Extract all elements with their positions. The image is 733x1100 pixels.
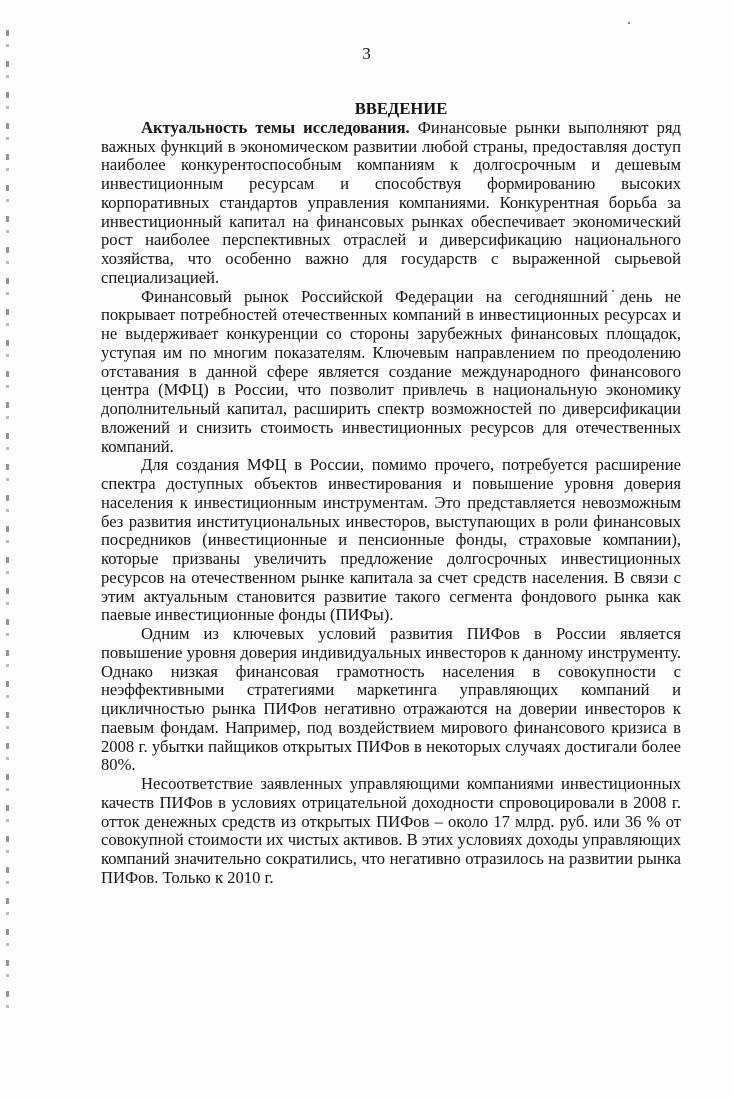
- page-number: 3: [362, 44, 371, 63]
- section-heading: ВВЕДЕНИЕ: [354, 99, 448, 118]
- document-body: [101, 100, 681, 888]
- scan-speck: [628, 22, 630, 24]
- paragraph-5: Несоответствие заявленных управляющими компаниями инвестиционных качеств ПИФов в условиях отрицательной доходности спровоцировали в 2008 г. отток денежных средств из открытых ПИФов – около 17 млрд. руб. или 36 % от совокупной стоимости их чистых активов. В этих условиях доходы управляющих компаний значительно сократились, что негативно отразилось на развитии рынка ПИФов. Только к 2010 г.: [101, 774, 681, 887]
- paragraph-4: Одним из ключевых условий развития ПИФов в России является повышение уровня доверия индивидуальных инвесторов к данному инструменту. Однако низкая финансовая грамотность населения в совокупности с неэффективными стратегиями маркетинга управляющих компаний и цикличностью рынка ПИФов негативно отражаются на доверии инвесторов к паевым фондам. Например, под воздействием мирового финансового кризиса в 2008 г. убытки пайщиков открытых ПИФов в некоторых случаях достигали более 80%.: [101, 624, 681, 775]
- paragraph-2: Финансовый рынок Российской Федерации на сегодняшний день не покрывает потребностей отечественных компаний в инвестиционных ресурсах и не выдерживает конкуренции со стороны зарубежных финансовых площадок, уступая им по многим показателям. Ключевым направлением по преодолению отставания в данной сфере является создание международного финансового центра (МФЦ) в России, что позволит привлечь в национальную экономику дополнительный капитал, расширить спектр возможностей по диверсификации вложений и снизить стоимость инвестиционных ресурсов для отечественных компаний.: [101, 286, 681, 456]
- paragraph-text: Финансовые рынки выполняют ряд важных функций в экономическом развитии любой страны, предоставляя доступ наиболее конкурентоспособным компаниям к долгосрочным и дешевым инвестиционным ресурсам и способствуя формированию высоких корпоративных стандартов управления компаниями. Конкурентная борьба за инвестиционный капитал на финансовых рынках обеспечивает экономический рост наиболее перспективных отраслей и диверсификацию национального хозяйства, что особенно важно для государств с выраженной сырьевой специализацией.: [101, 117, 681, 287]
- paragraph-1: [101, 119, 681, 288]
- scan-margin-artifact: [6, 30, 9, 1020]
- paragraph-3: Для создания МФЦ в России, помимо прочего, потребуется расширение спектра доступных объектов инвестирования и повышение уровня доверия населения к инвестиционным инструментам. Это представляется невозможным без развития институциональных инвесторов, выступающих в роли финансовых посредников (инвестиционные и пенсионные фонды, страховые компании), которые призваны увеличить предложение долгосрочных инвестиционных ресурсов на отечественном рынке капитала за счет средств населения. В связи с этим актуальным становится развитие такого сегмента фондового рынка как паевые инвестиционные фонды (ПИФы).: [101, 455, 681, 625]
- paragraph-lead: Актуальность темы исследования.: [141, 117, 410, 137]
